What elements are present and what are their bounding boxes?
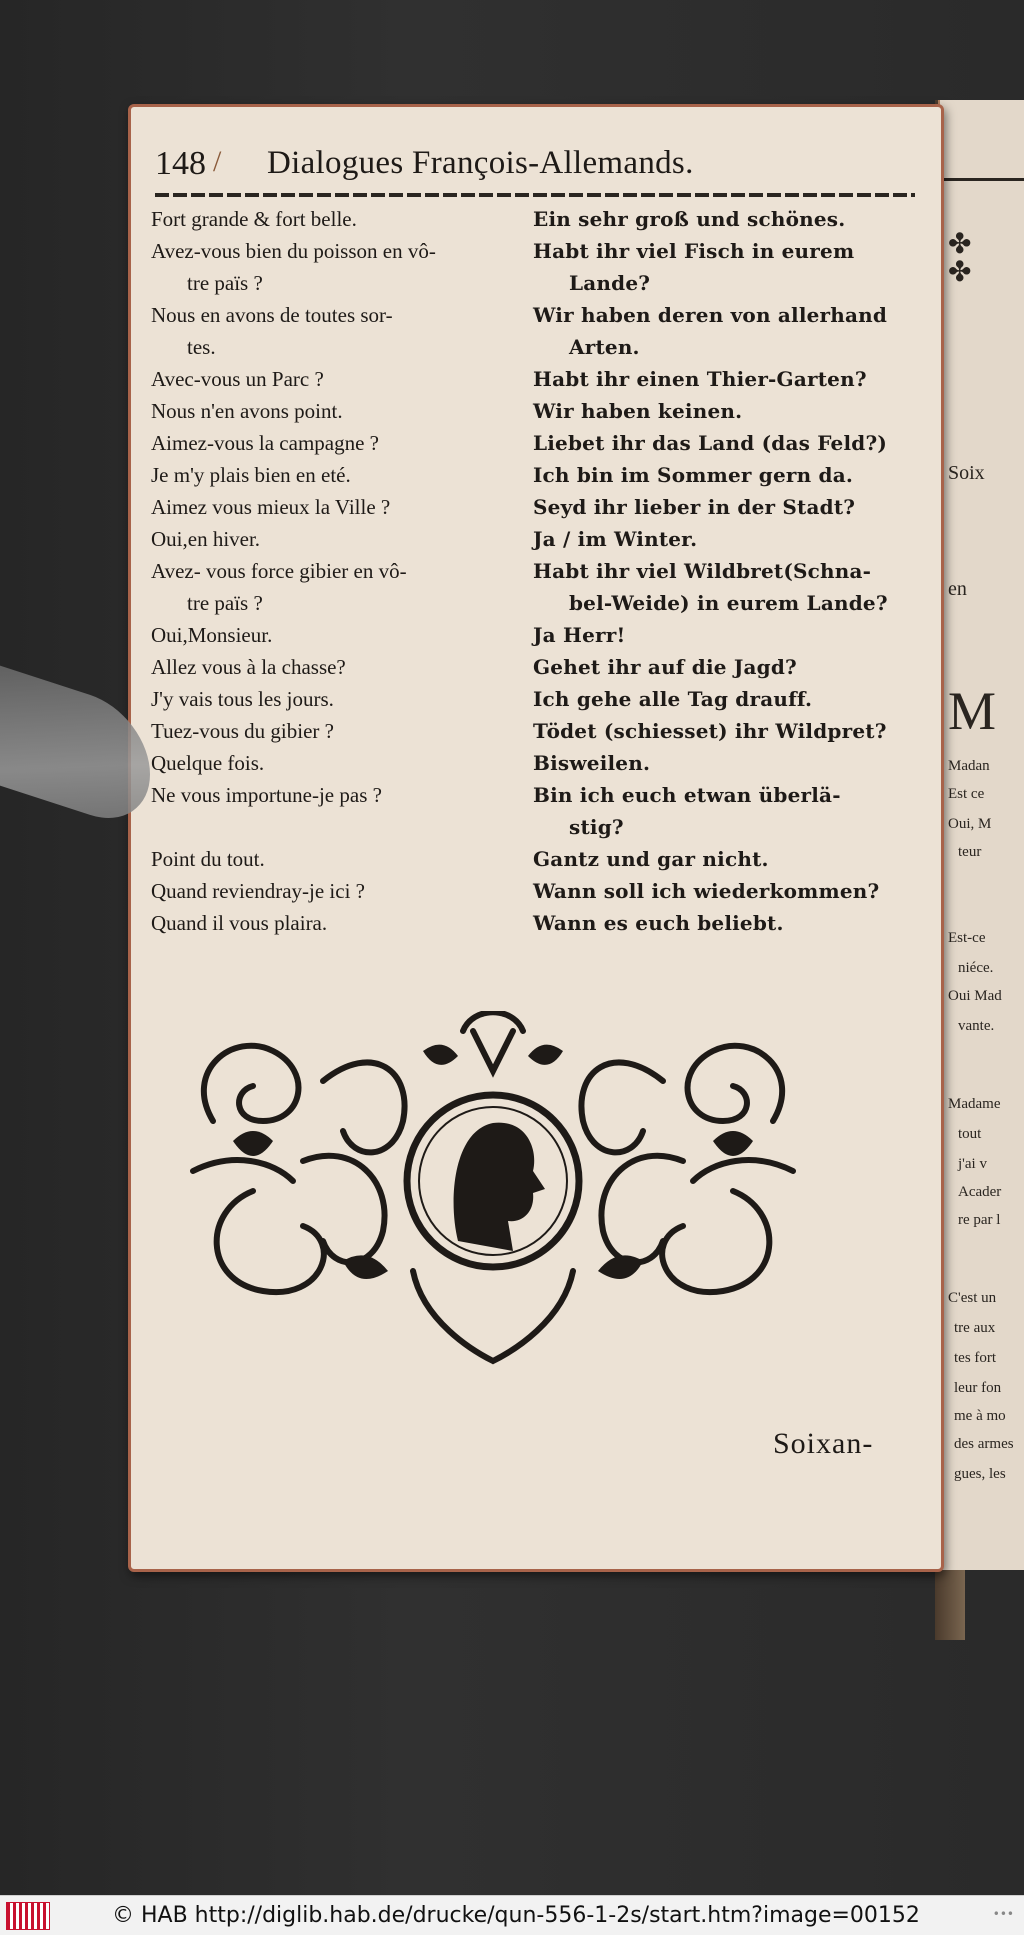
german-phrase: [533, 395, 921, 427]
french-line: Quand il vous plaira.: [151, 911, 328, 935]
french-line: Fort grande & fort belle.: [151, 207, 357, 231]
german-phrase: [533, 907, 921, 939]
german-phrase: [533, 235, 921, 299]
facing-fragment: tes fort: [954, 1350, 997, 1366]
french-phrase: [151, 523, 533, 555]
facing-fragment: j'ai v: [958, 1156, 987, 1172]
french-phrase: [151, 395, 533, 427]
german-line: Liebet ihr das Land (das Feld?): [533, 431, 888, 455]
footer-menu-icon[interactable]: •••: [992, 1907, 1014, 1921]
french-phrase: [151, 843, 533, 875]
french-line: Point du tout.: [151, 847, 265, 871]
french-line: Aimez vous mieux la Ville ?: [151, 495, 391, 519]
german-line: Ja / im Winter.: [533, 527, 698, 551]
german-line: Ich bin im Sommer gern da.: [533, 463, 854, 487]
dialogue-row: [151, 203, 921, 235]
facing-fragment: Madame: [948, 1096, 1001, 1112]
german-phrase: [533, 875, 921, 907]
french-phrase: [151, 491, 533, 523]
dialogue-row: [151, 555, 921, 619]
dialogue-columns: [151, 203, 921, 939]
dialogue-row: [151, 299, 921, 363]
dialogue-row: [151, 427, 921, 459]
french-line: Avec-vous un Parc ?: [151, 367, 324, 391]
french-line: tre païs ?: [187, 271, 263, 295]
german-line: Tödet (schiesset) ihr Wildpret?: [533, 719, 887, 743]
french-line: Oui,Monsieur.: [151, 623, 273, 647]
facing-fragment: Oui, M: [948, 816, 992, 832]
german-line: bel-Weide) in eurem Lande?: [569, 591, 888, 615]
viewer-footer: [0, 1895, 1024, 1935]
facing-fragment: Madan: [948, 758, 990, 774]
french-line: Tuez-vous du gibier ?: [151, 719, 334, 743]
french-phrase: [151, 235, 533, 299]
french-line: Quelque fois.: [151, 751, 265, 775]
french-phrase: [151, 363, 533, 395]
french-phrase: [151, 715, 533, 747]
german-line: Bin ich euch etwan überlä-: [533, 783, 841, 807]
dialogue-row: [151, 875, 921, 907]
french-line: Nous n'en avons point.: [151, 399, 343, 423]
german-phrase: [533, 555, 921, 619]
facing-fragment: Soix: [948, 462, 985, 484]
facing-fragment: re par l: [958, 1212, 1001, 1228]
facing-fragment: C'est un: [948, 1290, 997, 1306]
german-line: Bisweilen.: [533, 751, 651, 775]
facing-fragment: en: [948, 578, 967, 600]
french-line: Avez-vous bien du poisson en vô-: [151, 239, 436, 263]
dialogue-row: [151, 395, 921, 427]
french-line: Je m'y plais bien en eté.: [151, 463, 351, 487]
french-line: Quand reviendray-je ici ?: [151, 879, 365, 903]
german-line: Gantz und gar nicht.: [533, 847, 769, 871]
german-line: Wir haben keinen.: [533, 399, 743, 423]
german-phrase: [533, 363, 921, 395]
german-phrase: [533, 459, 921, 491]
french-phrase: [151, 875, 533, 907]
german-line: Arten.: [569, 335, 640, 359]
page-header: [155, 145, 915, 187]
french-line: tes.: [187, 335, 216, 359]
dialogue-row: [151, 779, 921, 843]
german-phrase: [533, 843, 921, 875]
facing-fragment: Est ce: [948, 786, 985, 802]
german-phrase: [533, 619, 921, 651]
german-phrase: [533, 779, 921, 843]
dialogue-row: [151, 235, 921, 299]
facing-fragment: Oui Mad: [948, 988, 1002, 1004]
dialogue-row: [151, 843, 921, 875]
dialogue-row: [151, 491, 921, 523]
dialogue-row: [151, 715, 921, 747]
facing-fragment: tout: [958, 1126, 982, 1142]
facing-page: [938, 100, 1024, 1570]
page-number: 148: [155, 145, 206, 182]
dialogue-row: [151, 747, 921, 779]
french-phrase: [151, 747, 533, 779]
fleuron-ornament-icon: [173, 1011, 813, 1371]
dialogue-row: [151, 683, 921, 715]
german-line: Ja Herr!: [533, 623, 626, 647]
french-line: Ne vous importune-je pas ?: [151, 783, 382, 807]
facing-fragment: gues, les: [954, 1466, 1006, 1482]
german-phrase: [533, 491, 921, 523]
dialogue-row: [151, 523, 921, 555]
german-line: Wann es euch beliebt.: [533, 911, 784, 935]
dialogue-row: [151, 459, 921, 491]
french-line: tre païs ?: [187, 591, 263, 615]
french-line: Nous en avons de toutes sor-: [151, 303, 393, 327]
dialogue-row: [151, 363, 921, 395]
facing-fragment: me à mo: [954, 1408, 1006, 1424]
dialogue-row: [151, 651, 921, 683]
facing-initial: M: [948, 681, 997, 741]
running-title: Dialogues François-Allemands.: [267, 145, 694, 181]
german-phrase: [533, 747, 921, 779]
facing-fragment: niéce.: [958, 960, 994, 976]
german-line: Wann soll ich wiederkommen?: [533, 879, 880, 903]
french-line: Aimez-vous la campagne ?: [151, 431, 379, 455]
facing-fragment: Est-ce: [948, 930, 986, 946]
catchword: Soixan-: [773, 1427, 874, 1460]
german-line: Ich gehe alle Tag drauff.: [533, 687, 813, 711]
header-separator: /: [213, 145, 222, 178]
german-line: Ein sehr groß und schönes.: [533, 207, 846, 231]
german-line: Lande?: [569, 271, 651, 295]
facing-fragment: Acader: [958, 1184, 1002, 1200]
french-line: Oui,en hiver.: [151, 527, 261, 551]
facing-page-ornament-icon: ✤ ✤: [948, 227, 972, 288]
french-phrase: [151, 619, 533, 651]
german-line: Wir haben deren von allerhand: [533, 303, 888, 327]
german-line: Seyd ihr lieber in der Stadt?: [533, 495, 856, 519]
german-phrase: [533, 427, 921, 459]
german-phrase: [533, 523, 921, 555]
german-line: Habt ihr viel Wildbret(Schna-: [533, 559, 872, 583]
german-phrase: [533, 683, 921, 715]
hab-barcode-logo-icon[interactable]: [6, 1902, 50, 1930]
book-page: [128, 104, 944, 1572]
copyright-url-text[interactable]: © HAB http://diglib.hab.de/drucke/qun-556-1-2s/start.htm?image=00152: [112, 1903, 920, 1928]
dialogue-row: [151, 907, 921, 939]
facing-fragment: teur: [958, 844, 982, 860]
french-phrase: [151, 299, 533, 363]
french-phrase: [151, 203, 533, 235]
german-line: Gehet ihr auf die Jagd?: [533, 655, 797, 679]
german-phrase: [533, 299, 921, 363]
french-phrase: [151, 683, 533, 715]
french-phrase: [151, 427, 533, 459]
facing-fragment: tre aux: [954, 1320, 996, 1336]
german-line: Habt ihr einen Thier-Garten?: [533, 367, 867, 391]
german-phrase: [533, 203, 921, 235]
facing-fragment: des armes: [954, 1436, 1014, 1452]
dialogue-row: [151, 619, 921, 651]
facing-fragment: leur fon: [954, 1380, 1002, 1396]
header-rule: [155, 193, 915, 197]
french-phrase: [151, 651, 533, 683]
german-line: Habt ihr viel Fisch in eurem: [533, 239, 855, 263]
french-line: Avez- vous force gibier en vô-: [151, 559, 407, 583]
french-phrase: [151, 907, 533, 939]
french-line: J'y vais tous les jours.: [151, 687, 334, 711]
german-phrase: [533, 651, 921, 683]
french-phrase: [151, 779, 533, 843]
french-phrase: [151, 555, 533, 619]
german-line: stig?: [569, 815, 624, 839]
facing-fragment: vante.: [958, 1018, 995, 1034]
french-phrase: [151, 459, 533, 491]
french-line: [151, 811, 527, 843]
german-phrase: [533, 715, 921, 747]
french-line: Allez vous à la chasse?: [151, 655, 346, 679]
facing-page-rule: [944, 178, 1024, 181]
